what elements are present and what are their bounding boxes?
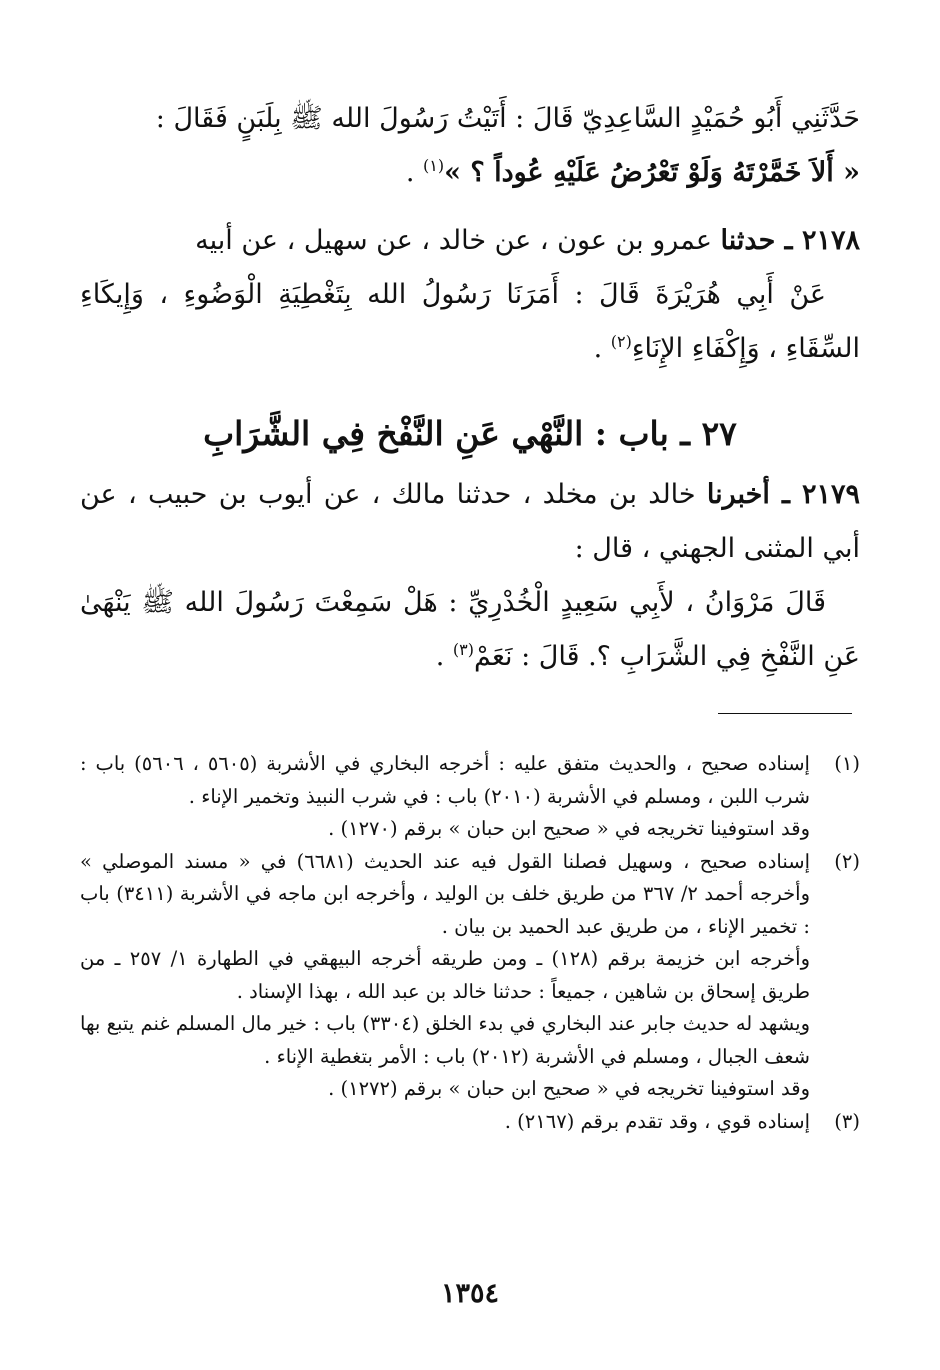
hadith-2179-isnad-text: خالد بن مخلد ، حدثنا مالك ، عن أيوب بن حبيب ، عن أبي المثنى الجهني ، قال : xyxy=(80,479,860,564)
hadith-2179-number: ٢١٧٩ ـ أخبرنا xyxy=(706,479,860,510)
footnote-line: إسناده صحيح ، والحديث متفق عليه : أخرجه البخاري في الأشربة (٥٦٠٥ ، ٥٦٠٦) باب : شرب اللبن ، ومسلم في الأشربة (٢٠١٠) باب : في شرب النبيذ وتخمير الإناء . xyxy=(80,752,810,808)
footnote-separator xyxy=(718,713,852,714)
footnote-body xyxy=(80,1106,810,1139)
hadith-2178-matn xyxy=(80,268,860,376)
hadith-2177-line-2: « أَلاَ خَمَّرْتَهُ وَلَوْ تَعْرُضُ عَلَيْهِ عُوداً ؟ » xyxy=(444,157,860,188)
footnote-3 xyxy=(80,1106,860,1139)
footnote-line: إسناده صحيح ، وسهيل فصلنا القول فيه عند الحديث (٦٦٨١) في « مسند الموصلي » وأخرجه أحمد ٢/ ٣٦٧ من طريق خلف بن الوليد ، وأخرجه ابن ماجه في الأشربة (٣٤١١) باب : تخمير الإناء ، من طريق عبد الحميد بن بيان . xyxy=(80,849,810,938)
hadith-2177-continuation xyxy=(80,92,860,200)
footnote-line: وقد استوفينا تخريجه في « صحيح ابن حبان » برقم (١٢٧٠) . xyxy=(328,817,810,840)
hadith-2178-number: ٢١٧٨ ـ حدثنا xyxy=(720,225,860,256)
main-text xyxy=(80,92,860,684)
footnote-number: (١) xyxy=(834,752,860,775)
hadith-2178-isnad-text: عمرو بن عون ، عن خالد ، عن سهيل ، عن أبيه xyxy=(195,225,721,256)
footnote-number: (٢) xyxy=(834,849,860,873)
chapter-heading: ٢٧ ـ باب : النَّهْي عَنِ النَّفْخ فِي الشَّرَابِ xyxy=(203,414,737,453)
footnote-marker-3: (٣) xyxy=(452,640,474,659)
footnote-marker-2: (٢) xyxy=(610,332,632,351)
hadith-2179-matn xyxy=(80,576,860,684)
page-number: ١٣٥٤ xyxy=(440,1278,499,1309)
hadith-2179-end: . xyxy=(435,641,453,672)
footnote-body xyxy=(80,748,810,846)
hadith-2177-end: . xyxy=(405,157,423,188)
hadith-2179-isnad xyxy=(80,468,860,576)
footnote-marker-1: (١) xyxy=(422,156,445,175)
hadith-2179-matn-text: قَالَ مَرْوَانُ ، لأَبِي سَعِيدٍ الْخُدْرِيِّ : هَلْ سَمِعْتَ رَسُولَ الله ﷺ يَنْهَىٰ عَنِ النَّفْخِ فِي الشَّرَابِ ؟. قَالَ : نَعَمْ xyxy=(80,587,860,672)
footnote-1 xyxy=(80,748,860,846)
hadith-2178-isnad xyxy=(80,214,860,268)
footnotes xyxy=(80,748,860,1138)
footnote-line: إسناده قوي ، وقد تقدم برقم (٢١٦٧) . xyxy=(504,1109,810,1133)
footnote-2 xyxy=(80,846,860,1106)
footnote-body xyxy=(80,846,810,1106)
hadith-2178-end: . xyxy=(593,333,611,364)
footnote-line: ويشهد له حديث جابر عند البخاري في بدء الخلق (٣٣٠٤) باب : خير مال المسلم غنم يتبع بها شعف الجبال ، ومسلم في الأشربة (٢٠١٢) باب : الأمر بتغطية الإناء . xyxy=(80,1012,810,1068)
footnote-line: وقد استوفينا تخريجه في « صحيح ابن حبان » برقم (١٢٧٢) . xyxy=(328,1077,810,1100)
footnote-number: (٣) xyxy=(834,1109,860,1133)
hadith-2178-matn-text: عَنْ أَبِي هُرَيْرَةَ قَالَ : أَمَرَنَا رَسُولُ الله بِتَغْطِيَةِ الْوَضُوءِ ، وَإِيكَاءِ السِّقَاءِ ، وَإِكْفَاءِ الإِنَاءِ xyxy=(80,279,860,364)
footnote-line: وأخرجه ابن خزيمة برقم (١٢٨) ـ ومن طريقه أخرجه البيهقي في الطهارة ١/ ٢٥٧ ـ من طريق إسحاق بن شاهين ، جميعاً : حدثنا خالد بن عبد الله ، بهذا الإسناد . xyxy=(80,947,810,1003)
hadith-2177-line-1: حَدَّثَنِي أَبُو حُمَيْدٍ السَّاعِدِيّ قَالَ : أَتَيْتُ رَسُولَ الله ﷺ بِلَبَنٍ فَقَالَ : xyxy=(155,103,860,134)
